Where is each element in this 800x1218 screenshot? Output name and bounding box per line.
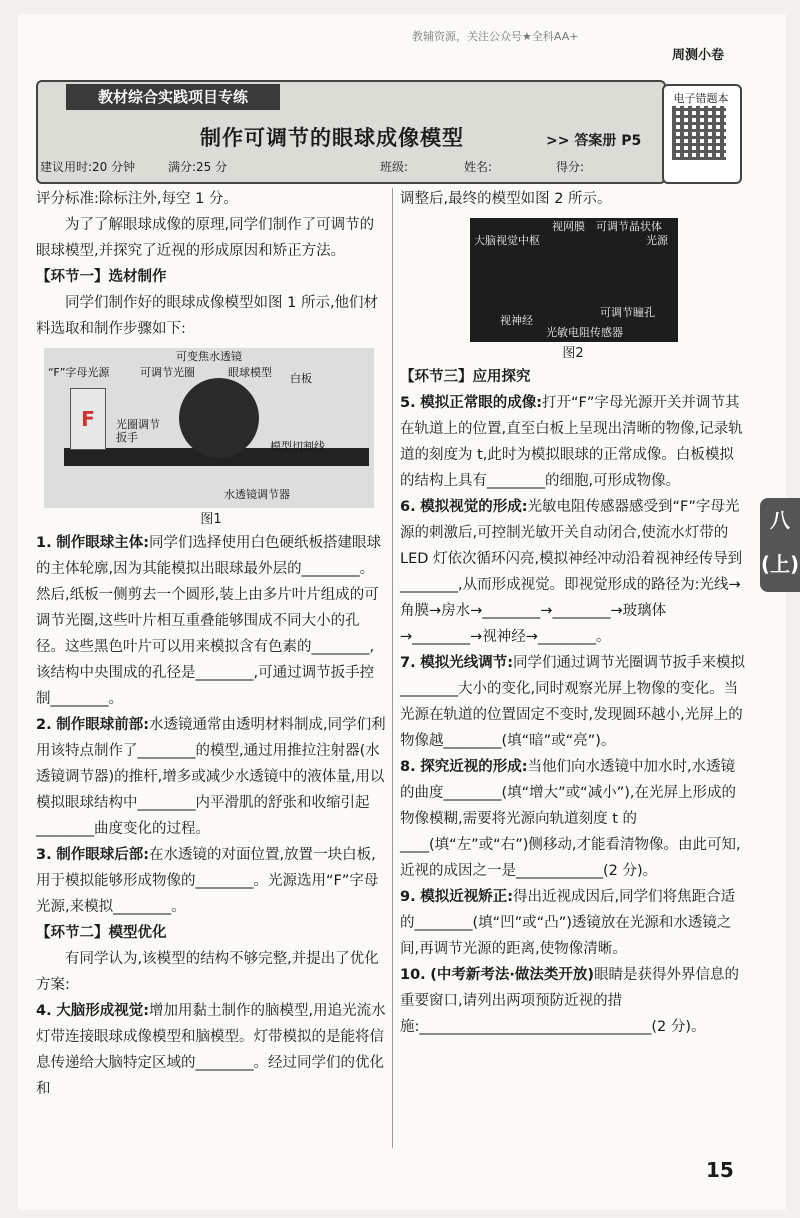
question-5: 5. 模拟正常眼的成像:打开“F”字母光源开关并调节其在轨道上的位置,直至白板上呈现出清晰的物像,记录轨道的刻度为 t,此时为模拟眼球的正常成像。白板模拟的结构上具有________的细胞,可形成物像。	[400, 395, 743, 489]
fig1-label-whiteboard: 白板	[290, 372, 312, 385]
series-label: 周测小卷	[672, 48, 725, 63]
question-9: 9. 模拟近视矫正:得出近视成因后,同学们将焦距合适的________(填“凹”或“凸”)透镜放在光源和水透镜之间,再调节光源的距离,使物像清晰。	[400, 889, 736, 957]
suggested-time: 建议用时:20 分钟	[40, 160, 136, 174]
section-heading-3: 【环节三】应用探究	[400, 369, 531, 385]
fig2-label-brain: 大脑视觉中枢	[474, 234, 540, 247]
fig1-label-regulator: 水透镜调节器	[224, 488, 290, 501]
figure-2	[470, 218, 678, 342]
fig1-label-cut-line: 模型切割线	[270, 440, 325, 453]
question-8: 8. 探究近视的形成:当他们向水透镜中加水时,水透镜的曲度________(填“增大”或“减小”),在光屏上形成的物像模糊,需要将光源向轨道刻度 t 的____(填“左”或“右”)侧移动,才能看清物像。由此可知,近视的成因之一是____________(2 分)。	[400, 759, 741, 879]
f-light-source: F	[70, 388, 106, 450]
question-4-continued: 调整后,最终的模型如图 2 所示。	[400, 191, 612, 207]
scoring-note: 评分标准:除标注外,每空 1 分。	[36, 191, 238, 207]
right-column	[400, 186, 746, 1040]
fig2-label-retina: 视网膜	[552, 220, 585, 233]
eyeball-model	[179, 378, 259, 458]
figure-1	[44, 348, 374, 508]
question-6: 6. 模拟视觉的形成:光敏电阻传感器感受到“F”字母光源的刺激后,可控制光敏开关自动闭合,使流水灯带的 LED 灯依次循环闪亮,模拟神经冲动沿着视神经传导到________,从而形成视觉。即视觉形成的路径为:光线→角膜→房水→________→________→玻璃体→________→视神经→________。	[400, 499, 743, 645]
page-number: 15	[706, 1158, 734, 1182]
section-heading-1: 【环节一】选材制作	[36, 269, 167, 285]
question-10: 10. (中考新考法·做法类开放)眼睛是获得外界信息的重要窗口,请列出两项预防近视的措施:________________________________(2 分)。	[400, 967, 740, 1035]
fig1-label-f-source: “F”字母光源	[48, 366, 110, 379]
fig2-label-source: 光源	[646, 234, 668, 247]
question-2: 2. 制作眼球前部:水透镜通常由透明材料制成,同学们利用该特点制作了________的模型,通过用推拉注射器(水透镜调节器)的推杆,增多或减少水透镜中的液体量,用以模拟眼球结构中________内平滑肌的舒张和收缩引起________曲度变化的过程。	[36, 717, 386, 837]
project-tag: 教材综合实践项目专练	[66, 84, 280, 110]
score-label: 得分:	[556, 160, 585, 174]
fig2-label-lens: 可调节晶状体	[596, 220, 662, 233]
fig2-label-sensor: 光敏电阻传感器	[546, 326, 623, 339]
intro-text: 为了了解眼球成像的原理,同学们制作了可调节的眼球模型,并探究了近视的形成原因和矫正方法。	[36, 217, 375, 259]
qr-code-icon[interactable]	[672, 106, 726, 160]
fig2-label-nerve: 视神经	[500, 314, 533, 327]
question-7: 7. 模拟光线调节:同学们通过调节光圈调节扳手来模拟________大小的变化,同时观察光屏上物像的变化。当光源在轨道的位置固定不变时,发现圆环越小,光屏上的物像越________(填“暗”或“亮”)。	[400, 655, 746, 749]
source-watermark: 教辅资源，关注公众号★全科AA+	[412, 30, 579, 43]
class-label: 班级:	[380, 160, 409, 174]
question-3: 3. 制作眼球后部:在水透镜的对面位置,放置一块白板,用于模拟能够形成物像的________。光源选用“F”字母光源,来模拟________。	[36, 847, 379, 915]
figure-1-caption: 图1	[200, 512, 222, 527]
grade-side-tab: 八(上)	[760, 498, 800, 592]
fig1-label-wrench: 光圈调节 扳手	[116, 418, 160, 444]
fig1-label-eyeball: 眼球模型	[228, 366, 272, 379]
column-divider	[392, 188, 393, 1148]
question-4: 4. 大脑形成视觉:增加用黏土制作的脑模型,用追光流水灯带连接眼球成像模型和脑模型。灯带模拟的是能将信息传递给大脑特定区域的________。经过同学们的优化和	[36, 1003, 386, 1097]
fig1-label-diaphragm: 可调节光圈	[140, 366, 195, 379]
page-title: 制作可调节的眼球成像模型	[200, 126, 464, 150]
fig2-label-pupil: 可调节瞳孔	[600, 306, 655, 319]
section-heading-2: 【环节二】模型优化	[36, 925, 167, 941]
name-label: 姓名:	[464, 160, 493, 174]
qr-label: 电子错题本	[673, 92, 729, 105]
section2-text: 有同学认为,该模型的结构不够完整,并提出了优化方案:	[36, 951, 379, 993]
answer-reference: >> 答案册 P5	[546, 133, 642, 149]
left-column	[36, 186, 386, 1102]
full-score: 满分:25 分	[168, 160, 228, 174]
section1-text: 同学们制作好的眼球成像模型如图 1 所示,他们材料选取和制作步骤如下:	[36, 295, 379, 337]
question-1: 1. 制作眼球主体:同学们选择使用白色硬纸板搭建眼球的主体轮廓,因为其能模拟出眼球最外层的________。然后,纸板一侧剪去一个圆形,装上由多片叶片组成的可调节光圈,这些叶片相互重叠能够围成不同大小的孔径。这些黑色叶片可以用来模拟含有色素的________,该结构中央围成的孔径是________,可通过调节扳手控制________。	[36, 535, 382, 707]
figure-2-caption: 图2	[562, 346, 584, 361]
fig1-label-lens: 可变焦水透镜	[176, 350, 242, 363]
